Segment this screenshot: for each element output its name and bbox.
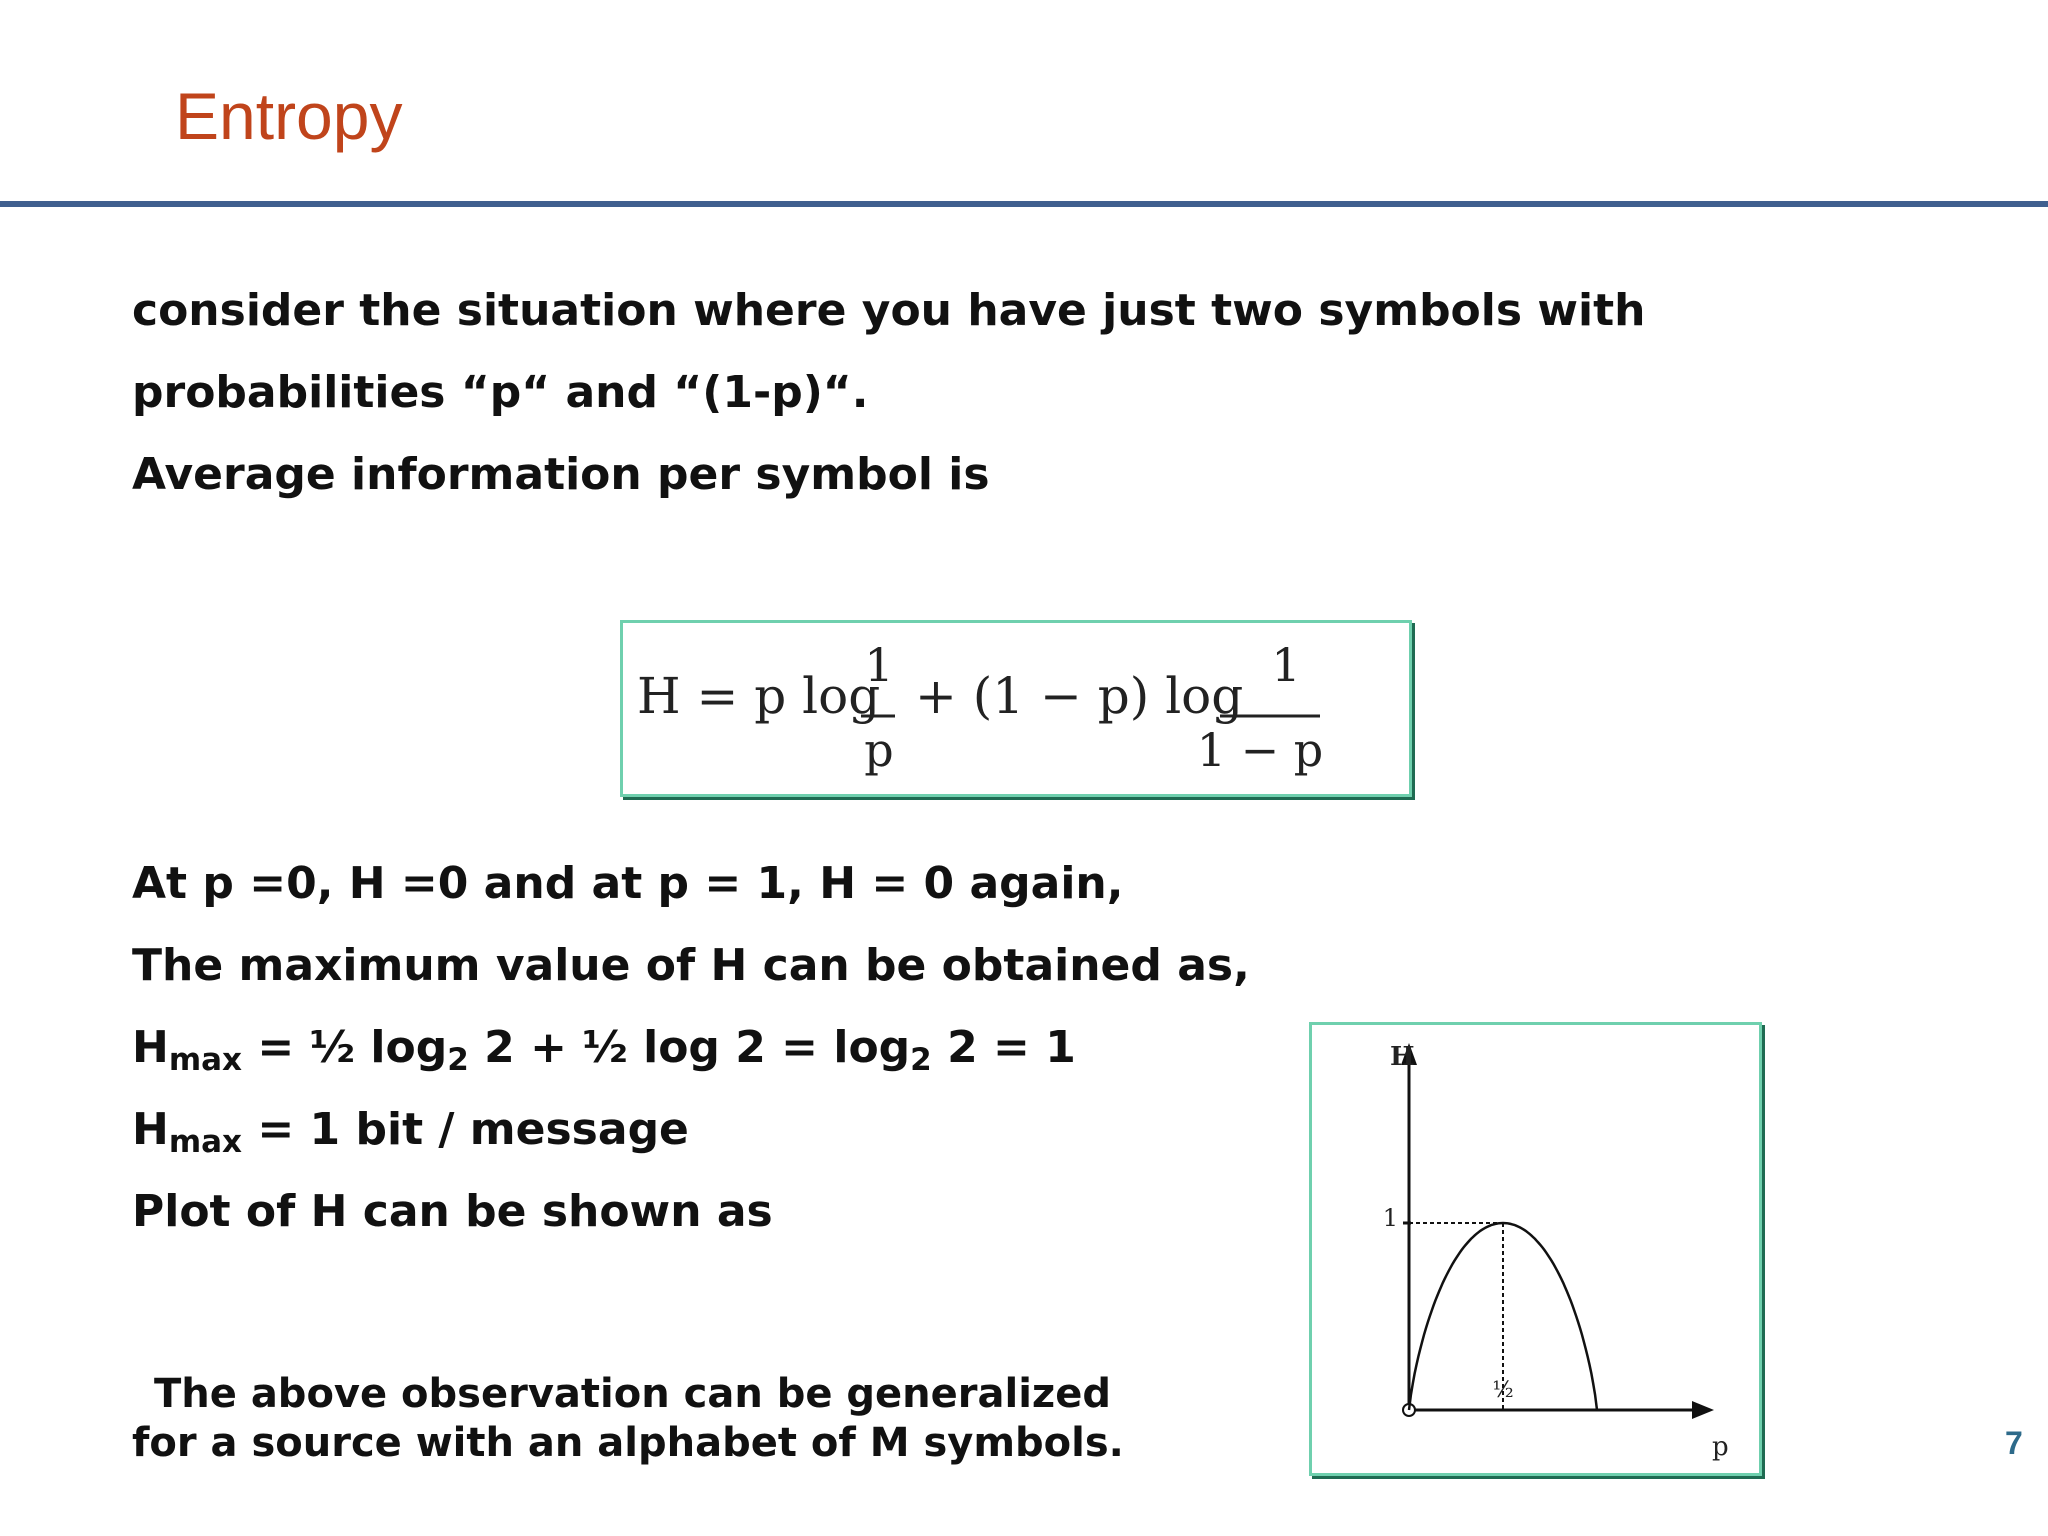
log-base-sub: 2 xyxy=(447,1042,469,1078)
body-line-8: Plot of H can be shown as xyxy=(132,1186,773,1237)
hmax2-sub: max xyxy=(168,1124,243,1160)
hmax-part3: 2 = 1 xyxy=(931,1022,1076,1073)
hmax-part1: = ½ log xyxy=(242,1022,448,1073)
title-divider xyxy=(0,201,2048,207)
y-axis-label: H xyxy=(1390,1042,1415,1072)
entropy-plot xyxy=(1309,1022,1762,1476)
page-number: 7 xyxy=(2005,1425,2023,1461)
formula-frac2-denominator: 1 − p xyxy=(1196,723,1324,777)
entropy-plot-svg xyxy=(1312,1025,1759,1473)
x-tick-label: ½ xyxy=(1492,1378,1514,1403)
hmax-bit-line xyxy=(132,1104,689,1160)
formula-lhs: H = p log xyxy=(637,667,881,725)
body-line-5: The maximum value of H can be obtained as, xyxy=(132,940,1250,991)
formula-frac2-numerator: 1 xyxy=(1271,638,1301,692)
formula-frac1-denominator: p xyxy=(864,723,894,777)
body-line-1: consider the situation where you have just two symbols with xyxy=(132,285,1646,336)
hmax2-h: H xyxy=(132,1104,169,1155)
footnote-line-1: The above observation can be generalized xyxy=(154,1371,1111,1417)
formula-middle: + (1 − p) log xyxy=(915,667,1244,725)
body-line-3: Average information per symbol is xyxy=(132,449,990,500)
log-base-sub-2: 2 xyxy=(910,1042,932,1078)
slide-title: Entropy xyxy=(175,79,403,153)
hmax2-rest: = 1 bit / message xyxy=(242,1104,689,1155)
footnote xyxy=(132,1370,1132,1468)
footnote-line-2: for a source with an alphabet of M symbols. xyxy=(132,1420,1124,1466)
formula-frac1-numerator: 1 xyxy=(864,638,894,692)
y-tick-label: 1 xyxy=(1382,1204,1398,1232)
x-axis-arrow xyxy=(1692,1401,1714,1419)
hmax-equation xyxy=(132,1022,1076,1078)
body-line-2: probabilities “p“ and “(1-p)“. xyxy=(132,367,869,418)
x-axis-label: p xyxy=(1712,1432,1729,1462)
hmax-sub: max xyxy=(168,1042,243,1078)
hmax-h: H xyxy=(132,1022,169,1073)
hmax-part2: 2 + ½ log 2 = log xyxy=(468,1022,911,1073)
entropy-formula xyxy=(620,620,1412,797)
body-line-4: At p =0, H =0 and at p = 1, H = 0 again, xyxy=(132,858,1124,909)
